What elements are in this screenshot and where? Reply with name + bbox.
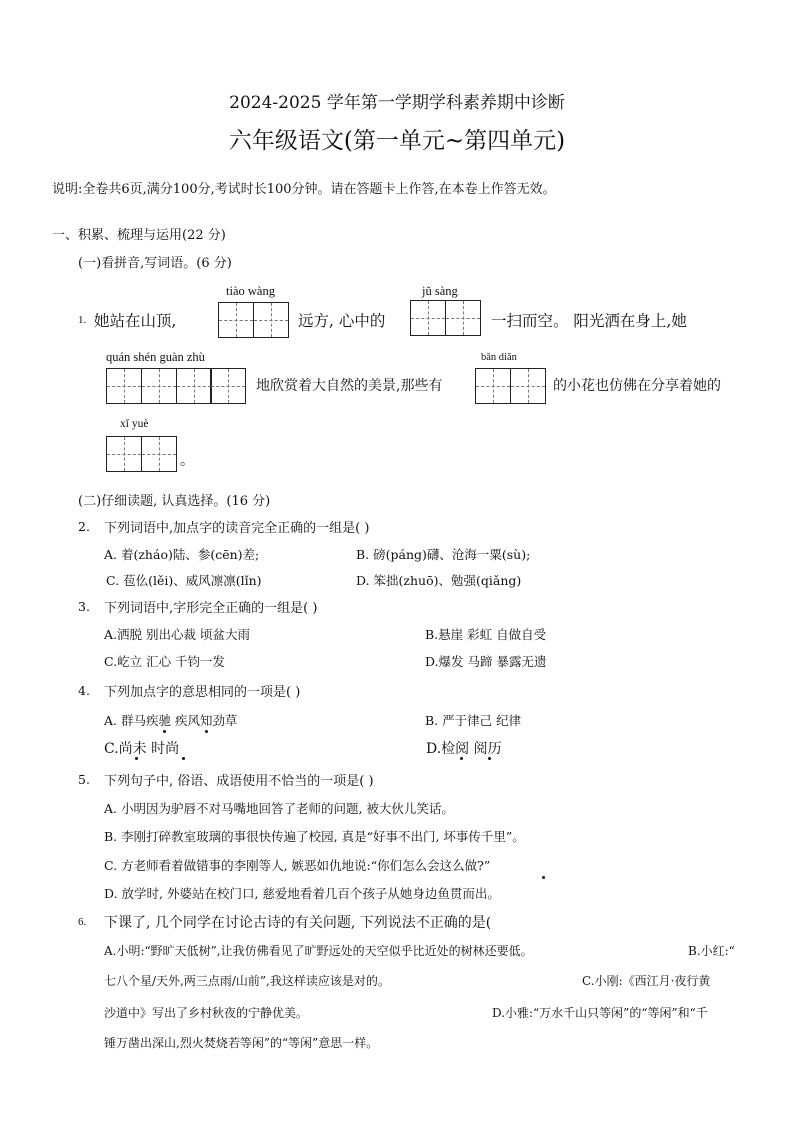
emphasis-dot [460, 757, 463, 760]
answer-box-bandian[interactable] [475, 352, 551, 408]
q2-option-a: A. 着(zháo)陆、参(cēn)差; [104, 547, 260, 562]
emphasis-dot [205, 730, 208, 733]
section-heading: 一、积累、梳理与运用(22 分) [52, 228, 226, 243]
q6-option-d: D.小雅:“万水千山只等闲”的“等闲”和“千 [492, 1006, 708, 1020]
q2-stem: 下列词语中,加点字的读音完全正确的一组是( ) [104, 521, 370, 536]
pinyin-label: bān diǎn [481, 352, 517, 363]
question-number: 5. [78, 772, 90, 787]
q6-option-c: C.小刚:《西江月·夜行黄 [582, 974, 711, 988]
q5-option-a: A. 小明因为驴唇不对马嘴地回答了老师的问题, 被大伙儿笑话。 [104, 801, 454, 816]
emphasis-dot [182, 757, 185, 760]
emphasis-dot [542, 876, 545, 879]
question-number: 3. [78, 599, 90, 614]
q2-option-d: D. 笨拙(zhuō)、勉强(qiǎng) [356, 573, 522, 588]
q6-option-b: B.小红:“ [688, 944, 735, 958]
q6-option-d-cont: 锤万凿出深山,烈火焚烧若等闲”的“等闲”意思一样。 [104, 1036, 379, 1050]
q4-option-d: D.检阅 阅历 [426, 741, 502, 757]
q1-text: 一扫而空。 阳光洒在身上,她 [491, 312, 687, 330]
q3-stem: 下列词语中,字形完全正确的一组是( ) [104, 601, 318, 616]
part-heading-choice: (二)仔细读题, 认真选择。(16 分) [78, 494, 271, 509]
q3-option-a: A.洒脱 别出心裁 顷盆大雨 [104, 627, 250, 642]
answer-box-jusang[interactable] [410, 284, 486, 340]
exam-subtitle: 六年级语文(第一单元~第四单元) [228, 128, 566, 154]
q2-option-b: B. 磅(páng)礴、沧海一粟(sù); [356, 547, 531, 562]
question-number: 4. [78, 683, 90, 698]
q1-text: 她站在山顶, [94, 312, 177, 330]
q5-option-d: D. 放学时, 外婆站在校门口, 慈爱地看着几百个孩子从她身边鱼贯而出。 [104, 886, 500, 901]
pinyin-label: jǔ sàng [422, 284, 458, 298]
answer-box-tiaowang[interactable] [218, 284, 294, 340]
emphasis-dot [163, 730, 166, 733]
emphasis-dot [488, 757, 491, 760]
answer-box-xiyue[interactable] [106, 418, 182, 474]
q5-option-b: B. 李刚打碎教室玻璃的事很快传遍了校园, 真是“好事不出门, 坏事传千里”。 [104, 829, 525, 844]
answer-box-quanshenguanzhu[interactable] [106, 350, 254, 408]
exam-title: 2024-2025 学年第一学期学科素养期中诊断 [229, 93, 565, 113]
q5-stem: 下列句子中, 俗语、成语使用不恰当的一项是( ) [104, 774, 374, 789]
q3-option-d: D.爆发 马蹄 暴露无遗 [425, 654, 547, 669]
q2-option-c: C. 苞仫(lěi)、威风凛凛(lǐn) [106, 573, 262, 588]
question-number: 1. [78, 314, 87, 326]
question-number: 2. [78, 519, 90, 534]
q6-stem: 下课了, 几个同学在讨论古诗的有关问题, 下列说法不正确的是( [104, 915, 492, 931]
q3-option-c: C.屹立 汇心 千钧一发 [104, 654, 226, 669]
emphasis-dot [135, 757, 138, 760]
q4-option-a: A. 群马疾驰 疾风知劲草 [104, 713, 238, 728]
q6-option-b-cont: 七八个星/天外,两三点雨/山前”,我这样读应该是对的。 [104, 974, 390, 988]
q4-stem: 下列加点字的意思相同的一项是( ) [104, 685, 301, 700]
q1-text: 远方, 心中的 [298, 312, 386, 330]
q4-option-c: C.尚未 时尚 [104, 741, 180, 757]
part-heading-pinyin: (一)看拼音,写词语。(6 分) [78, 256, 232, 271]
q5-option-c: C. 方老师看着做错事的李刚等人, 嫉恶如仇地说:“你们怎么会这么做?” [104, 858, 491, 873]
pinyin-label: tiào wàng [226, 284, 275, 298]
q6-option-c-cont: 沙道中》写出了乡村秋夜的宁静优美。 [104, 1006, 309, 1020]
exam-instructions: 说明:全卷共6页,满分100分,考试时长100分钟。请在答题卡上作答,在本卷上作答无效。 [52, 182, 556, 197]
q6-option-a: A.小明:“野旷天低树”,让我仿佛看见了旷野远处的天空似乎比近处的树林还要低。 [104, 944, 533, 958]
q1-text: 的小花也仿佛在分享着她的 [553, 378, 721, 394]
q3-option-b: B.悬崖 彩虹 自做自受 [425, 627, 547, 642]
q1-text: 地欣赏着大自然的美景,那些有 [256, 378, 443, 394]
question-number: 6. [78, 916, 87, 928]
q4-option-b: B. 严于律己 纪律 [425, 713, 522, 728]
pinyin-label: quán shén guàn zhù [106, 350, 205, 364]
pinyin-label: xǐ yuè [120, 418, 149, 430]
q1-text: 。 [180, 453, 194, 469]
